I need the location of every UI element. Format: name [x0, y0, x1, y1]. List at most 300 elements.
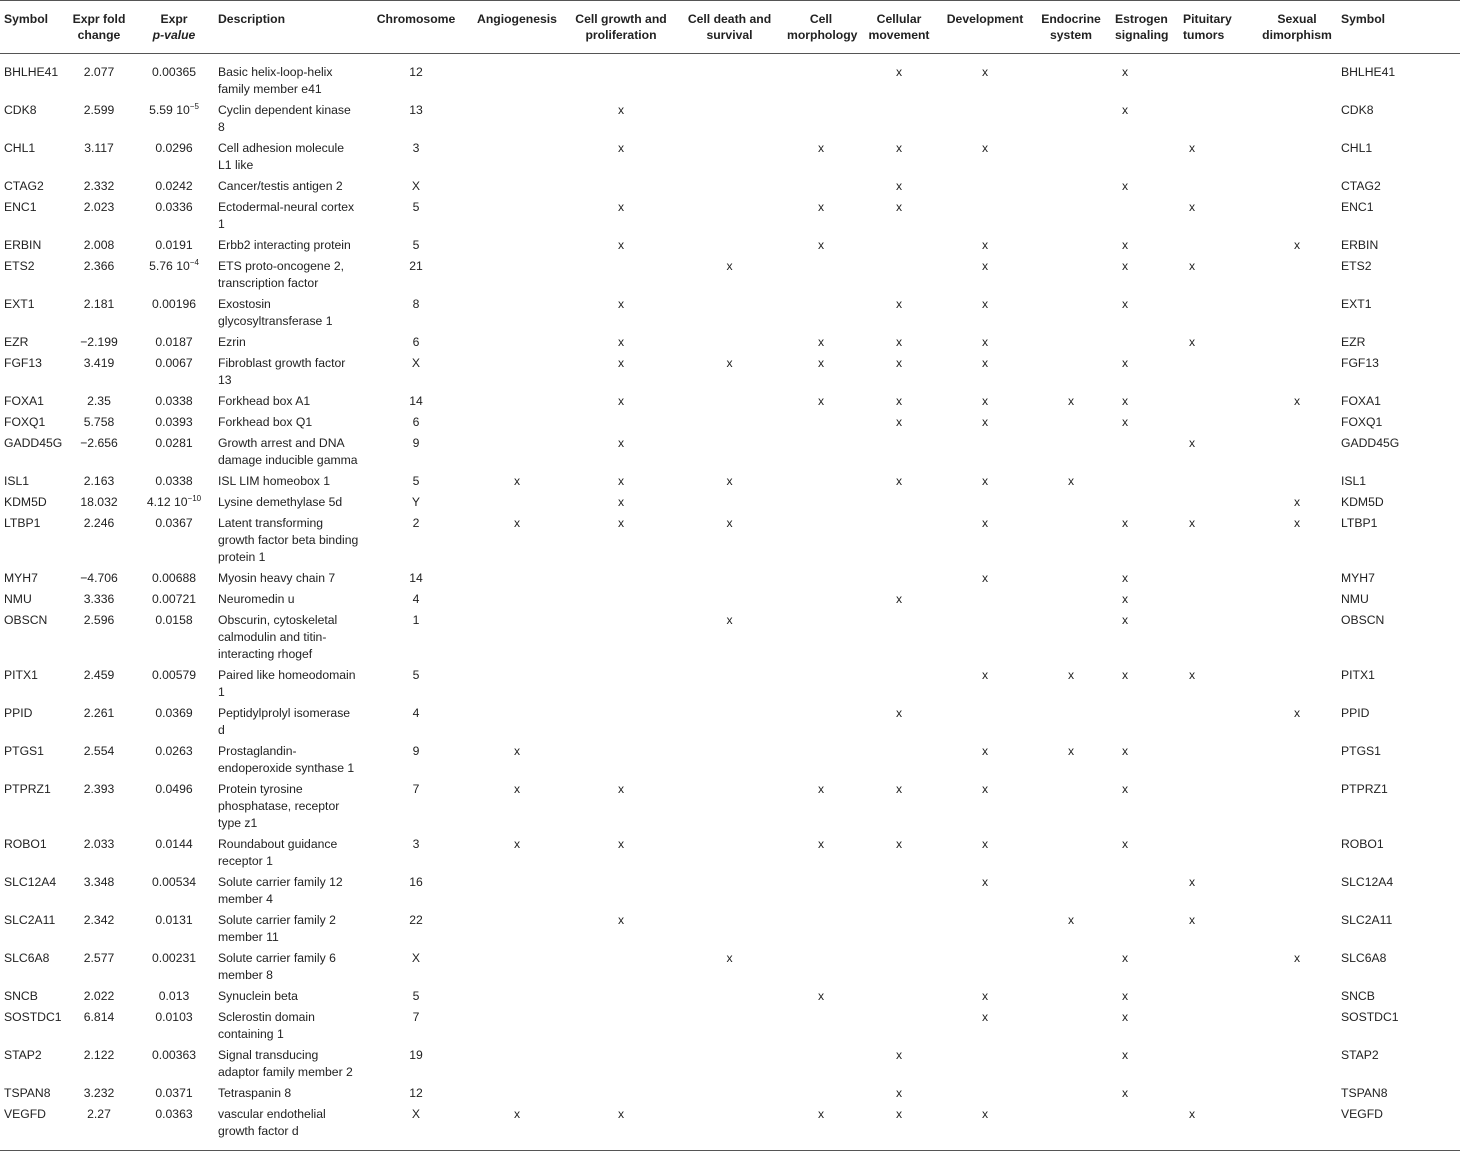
- mark-estrogen: x: [1122, 668, 1129, 682]
- gene-description: Prostaglandin-endoperoxide synthase 1: [218, 744, 355, 775]
- mark-pituitary: [1179, 176, 1257, 197]
- mark-endocrine: [1031, 1045, 1111, 1083]
- p-value-mantissa: 0.00721: [151, 592, 197, 606]
- gene-symbol: SLC6A8: [4, 951, 50, 965]
- mark-endocrine: [1031, 100, 1111, 138]
- mark-endocrine: [1031, 294, 1111, 332]
- mark-development: x: [981, 474, 989, 488]
- mark-cellular-movement: x: [895, 297, 903, 311]
- mark-cell-morphology: [783, 100, 859, 138]
- mark-endocrine: x: [1067, 394, 1075, 408]
- mark-cellular-movement: x: [895, 782, 903, 796]
- mark-cell-growth: x: [617, 297, 625, 311]
- mark-cellular-movement: x: [895, 474, 903, 488]
- mark-development: x: [981, 837, 989, 851]
- mark-development: x: [981, 516, 989, 530]
- mark-pituitary: [1179, 568, 1257, 589]
- gene-description: Fibroblast growth factor 13: [218, 356, 346, 387]
- col-header-description: Description: [214, 1, 364, 54]
- p-value: [134, 986, 214, 1007]
- p-value: [134, 568, 214, 589]
- gene-description: Basic helix-loop-helix family member e41: [218, 65, 333, 96]
- gene-symbol: NMU: [4, 592, 32, 606]
- gene-symbol: ISL1: [4, 474, 30, 488]
- mark-estrogen: x: [1122, 989, 1129, 1003]
- mark-estrogen: [1111, 471, 1179, 492]
- mark-pituitary: [1179, 741, 1257, 779]
- mark-pituitary: x: [1189, 200, 1196, 214]
- mark-cellular-movement: [859, 1007, 939, 1045]
- mark-angiogenesis: [468, 492, 566, 513]
- mark-estrogen: x: [1122, 103, 1129, 117]
- mark-development: x: [981, 782, 989, 796]
- mark-angiogenesis: [468, 138, 566, 176]
- mark-development: [939, 1083, 1031, 1104]
- chromosome: 7: [412, 782, 420, 796]
- chromosome: 4: [412, 592, 420, 606]
- mark-cell-growth: [566, 256, 676, 294]
- mark-sexual-dimorphism: [1257, 353, 1337, 391]
- mark-cell-growth: x: [617, 356, 625, 370]
- fold-change: 3.419: [83, 356, 115, 370]
- table-row: [0, 1045, 1460, 1083]
- mark-angiogenesis: [468, 176, 566, 197]
- table-row: [0, 492, 1460, 513]
- gene-symbol: PPID: [4, 706, 33, 720]
- mark-cell-morphology: [783, 433, 859, 471]
- mark-estrogen: [1111, 433, 1179, 471]
- table-row: [0, 1104, 1460, 1151]
- fold-change: 18.032: [80, 495, 118, 509]
- mark-cell-death: [676, 100, 783, 138]
- gene-description: vascular endothelial growth factor d: [214, 1104, 364, 1151]
- mark-cell-morphology: x: [817, 989, 825, 1003]
- fold-change: 2.163: [83, 474, 115, 488]
- mark-angiogenesis: [468, 948, 566, 986]
- chromosome: 22: [409, 913, 423, 927]
- mark-pituitary: x: [1189, 668, 1196, 682]
- mark-angiogenesis: [468, 391, 566, 412]
- gene-symbol-right: SLC6A8: [1341, 951, 1387, 965]
- mark-development: [939, 910, 1031, 948]
- mark-cell-morphology: x: [817, 356, 825, 370]
- mark-development: x: [981, 1010, 989, 1024]
- chromosome: 9: [412, 744, 420, 758]
- gene-description: Neuromedin u: [218, 592, 295, 606]
- mark-pituitary: x: [1189, 516, 1196, 530]
- fold-change: 2.261: [83, 706, 115, 720]
- mark-pituitary: [1179, 412, 1257, 433]
- mark-angiogenesis: x: [513, 782, 521, 796]
- mark-sexual-dimorphism: [1257, 176, 1337, 197]
- p-value-mantissa: 0.0158: [155, 613, 193, 627]
- mark-estrogen: x: [1122, 65, 1129, 79]
- fold-change: 2.077: [83, 65, 115, 79]
- mark-angiogenesis: [468, 703, 566, 741]
- gene-symbol-right: ISL1: [1341, 474, 1367, 488]
- mark-cell-death: x: [726, 516, 733, 530]
- p-value-mantissa: 5.76 10: [149, 259, 190, 273]
- mark-cell-death: [676, 1045, 783, 1083]
- mark-development: x: [981, 356, 989, 370]
- gene-description: Latent transforming growth factor beta binding protein 1: [218, 516, 359, 564]
- mark-cell-morphology: [783, 665, 859, 703]
- mark-angiogenesis: [468, 1083, 566, 1104]
- gene-symbol-right: LTBP1: [1341, 516, 1378, 530]
- p-value-mantissa: 0.00231: [151, 951, 197, 965]
- mark-cellular-movement: x: [895, 1048, 903, 1062]
- p-value: [134, 197, 214, 235]
- gene-description: Cancer/testis antigen 2: [218, 179, 343, 193]
- mark-angiogenesis: [468, 1007, 566, 1045]
- mark-angiogenesis: [468, 1045, 566, 1083]
- mark-development: x: [981, 238, 989, 252]
- mark-cell-growth: [566, 986, 676, 1007]
- gene-description: Erbb2 interacting protein: [218, 238, 351, 252]
- mark-angiogenesis: [468, 433, 566, 471]
- chromosome: 19: [409, 1048, 423, 1062]
- mark-development: [939, 197, 1031, 235]
- table-row: [0, 589, 1460, 610]
- mark-cell-growth: x: [617, 394, 625, 408]
- mark-sexual-dimorphism: x: [1293, 516, 1301, 530]
- mark-cell-morphology: x: [817, 141, 825, 155]
- gene-symbol: FOXQ1: [4, 415, 46, 429]
- mark-pituitary: x: [1189, 259, 1196, 273]
- mark-development: x: [981, 335, 989, 349]
- chromosome: 5: [412, 238, 420, 252]
- gene-description: Solute carrier family 6 member 8: [218, 951, 336, 982]
- mark-cell-death: [676, 235, 783, 256]
- chromosome: 8: [412, 297, 420, 311]
- mark-cell-death: x: [726, 356, 733, 370]
- mark-pituitary: [1179, 54, 1257, 101]
- chromosome: 6: [412, 335, 420, 349]
- p-value: [134, 1045, 214, 1083]
- mark-cell-death: [676, 1083, 783, 1104]
- mark-development: x: [981, 65, 989, 79]
- mark-development: [939, 703, 1031, 741]
- mark-development: x: [981, 875, 989, 889]
- mark-angiogenesis: x: [513, 516, 521, 530]
- fold-change: 2.342: [83, 913, 115, 927]
- gene-symbol-right: SLC2A11: [1341, 913, 1393, 927]
- mark-cell-growth: [566, 665, 676, 703]
- gene-description: Paired like homeodomain 1: [218, 668, 356, 699]
- mark-endocrine: [1031, 412, 1111, 433]
- p-value-mantissa: 5.59 10: [149, 103, 190, 117]
- mark-endocrine: [1031, 54, 1111, 101]
- mark-cell-growth: x: [617, 238, 625, 252]
- mark-cell-death: [676, 138, 783, 176]
- mark-endocrine: [1031, 986, 1111, 1007]
- chromosome: 9: [412, 436, 420, 450]
- gene-symbol: ROBO1: [4, 837, 47, 851]
- mark-development: [939, 948, 1031, 986]
- mark-cell-death: [676, 294, 783, 332]
- mark-angiogenesis: [468, 294, 566, 332]
- fold-change: −2.656: [80, 436, 118, 450]
- table-row: [0, 910, 1460, 948]
- chromosome: 14: [409, 571, 423, 585]
- col-header-fold-change: Expr fold change: [64, 1, 134, 54]
- mark-cellular-movement: [859, 948, 939, 986]
- gene-description: ETS proto-oncogene 2, transcription factor: [218, 259, 345, 290]
- fold-change: 3.348: [83, 875, 115, 889]
- table-row: [0, 741, 1460, 779]
- fold-change: 2.332: [83, 179, 115, 193]
- p-value: [134, 589, 214, 610]
- table-row: [0, 332, 1460, 353]
- col-header-cell-death: Cell death and survival: [676, 1, 783, 54]
- mark-angiogenesis: [468, 568, 566, 589]
- gene-symbol: ENC1: [4, 200, 37, 214]
- gene-symbol-right: STAP2: [1341, 1048, 1379, 1062]
- mark-cell-growth: [566, 1083, 676, 1104]
- mark-estrogen: [1111, 703, 1179, 741]
- gene-symbol-right: FOXQ1: [1341, 415, 1383, 429]
- mark-estrogen: x: [1122, 1048, 1129, 1062]
- gene-symbol-right: NMU: [1341, 592, 1369, 606]
- gene-symbol-right: CDK8: [1341, 103, 1374, 117]
- col-header-chromosome: Chromosome: [364, 1, 468, 54]
- table-row: [0, 1083, 1460, 1104]
- p-value-mantissa: 0.0363: [155, 1107, 193, 1121]
- p-value-mantissa: 4.12 10: [146, 495, 188, 509]
- fold-change: 2.393: [83, 782, 115, 796]
- mark-endocrine: x: [1067, 668, 1075, 682]
- p-value: [134, 235, 214, 256]
- p-value-mantissa: 0.0338: [155, 474, 193, 488]
- gene-symbol-right: FOXA1: [1341, 394, 1381, 408]
- mark-cell-growth: [566, 412, 676, 433]
- mark-cellular-movement: x: [895, 837, 903, 851]
- mark-cell-morphology: [783, 948, 859, 986]
- col-header-symbol: Symbol: [0, 1, 64, 54]
- mark-estrogen: x: [1122, 1010, 1129, 1024]
- mark-development: [939, 176, 1031, 197]
- col-header-endocrine: Endocrine system: [1031, 1, 1111, 54]
- chromosome: 5: [412, 474, 420, 488]
- mark-cell-growth: x: [617, 474, 625, 488]
- fold-change: −2.199: [80, 335, 118, 349]
- fold-change: 3.232: [83, 1086, 115, 1100]
- mark-endocrine: [1031, 948, 1111, 986]
- table-row: [0, 568, 1460, 589]
- mark-sexual-dimorphism: x: [1293, 706, 1301, 720]
- mark-cellular-movement: x: [895, 592, 903, 606]
- mark-cellular-movement: x: [895, 415, 903, 429]
- mark-angiogenesis: [468, 197, 566, 235]
- p-value: [134, 779, 214, 834]
- mark-estrogen: [1111, 197, 1179, 235]
- mark-endocrine: x: [1067, 913, 1075, 927]
- gene-symbol: MYH7: [4, 571, 38, 585]
- mark-pituitary: [1179, 391, 1257, 412]
- mark-cell-death: [676, 391, 783, 412]
- gene-symbol-right: KDM5D: [1341, 495, 1384, 509]
- fold-change: 2.366: [83, 259, 115, 273]
- p-value: [134, 138, 214, 176]
- mark-sexual-dimorphism: x: [1293, 238, 1301, 252]
- table-row: [0, 294, 1460, 332]
- mark-angiogenesis: [468, 610, 566, 665]
- table-row: [0, 433, 1460, 471]
- mark-endocrine: [1031, 197, 1111, 235]
- col-header-cellular-movement: Cellular movement: [859, 1, 939, 54]
- mark-cell-morphology: [783, 610, 859, 665]
- p-value-mantissa: 0.0144: [155, 837, 193, 851]
- mark-sexual-dimorphism: [1257, 589, 1337, 610]
- mark-pituitary: [1179, 492, 1257, 513]
- mark-sexual-dimorphism: [1257, 100, 1337, 138]
- p-value: [134, 353, 214, 391]
- header-row: [0, 1, 1460, 54]
- mark-endocrine: [1031, 353, 1111, 391]
- gene-symbol: PTPRZ1: [4, 782, 51, 796]
- mark-estrogen: x: [1122, 415, 1129, 429]
- table-row: [0, 513, 1460, 568]
- mark-cellular-movement: [859, 741, 939, 779]
- mark-cellular-movement: [859, 100, 939, 138]
- mark-cellular-movement: x: [895, 65, 903, 79]
- fold-change: 2.122: [83, 1048, 115, 1062]
- mark-estrogen: [1111, 872, 1179, 910]
- gene-symbol-right: EXT1: [1341, 297, 1372, 311]
- mark-estrogen: x: [1122, 744, 1129, 758]
- mark-development: x: [981, 259, 989, 273]
- mark-pituitary: [1179, 834, 1257, 872]
- mark-development: x: [981, 668, 989, 682]
- mark-cellular-movement: x: [895, 1086, 903, 1100]
- mark-development: x: [981, 989, 989, 1003]
- mark-cellular-movement: [859, 433, 939, 471]
- mark-cell-growth: x: [617, 837, 625, 851]
- mark-cell-growth: x: [617, 782, 625, 796]
- mark-development: [939, 492, 1031, 513]
- chromosome: 6: [412, 415, 420, 429]
- mark-development: x: [981, 744, 989, 758]
- mark-pituitary: [1179, 610, 1257, 665]
- p-value-mantissa: 0.00196: [151, 297, 197, 311]
- fold-change: 2.033: [83, 837, 115, 851]
- mark-cell-morphology: [783, 492, 859, 513]
- p-value: [134, 412, 214, 433]
- mark-cellular-movement: [859, 665, 939, 703]
- p-value: [134, 1007, 214, 1045]
- gene-symbol-right: ETS2: [1341, 259, 1372, 273]
- mark-development: x: [981, 297, 989, 311]
- mark-cellular-movement: x: [895, 179, 903, 193]
- p-value: [134, 492, 214, 513]
- mark-cell-death: [676, 910, 783, 948]
- fold-change: 2.599: [83, 103, 115, 117]
- gene-description: Cyclin dependent kinase 8: [218, 103, 351, 134]
- mark-cellular-movement: x: [895, 706, 903, 720]
- gene-symbol-right: EZR: [1341, 335, 1366, 349]
- gene-description: Ezrin: [218, 335, 246, 349]
- mark-cell-morphology: [783, 471, 859, 492]
- mark-sexual-dimorphism: [1257, 197, 1337, 235]
- p-value-mantissa: 0.00534: [151, 875, 197, 889]
- mark-pituitary: [1179, 235, 1257, 256]
- gene-symbol-right: PITX1: [1341, 668, 1375, 682]
- mark-endocrine: [1031, 872, 1111, 910]
- mark-cell-death: [676, 176, 783, 197]
- chromosome: 7: [412, 1010, 420, 1024]
- p-value-mantissa: 0.0338: [155, 394, 193, 408]
- mark-cellular-movement: [859, 568, 939, 589]
- table-header: [0, 1, 1460, 54]
- gene-symbol: SNCB: [4, 989, 38, 1003]
- gene-description: Forkhead box A1: [218, 394, 311, 408]
- table-body: [0, 54, 1460, 1151]
- mark-cell-morphology: [783, 256, 859, 294]
- mark-cell-death: [676, 703, 783, 741]
- mark-cell-growth: [566, 872, 676, 910]
- table-row: [0, 665, 1460, 703]
- chromosome: 14: [409, 394, 423, 408]
- mark-cell-death: [676, 492, 783, 513]
- p-value: [134, 741, 214, 779]
- mark-cell-morphology: [783, 294, 859, 332]
- mark-cell-morphology: x: [817, 837, 825, 851]
- mark-angiogenesis: [468, 54, 566, 101]
- p-value-mantissa: 0.00579: [151, 668, 197, 682]
- gene-description: Forkhead box Q1: [218, 415, 313, 429]
- chromosome: 16: [409, 875, 423, 889]
- p-value-mantissa: 0.0296: [155, 141, 193, 155]
- mark-cell-death: x: [726, 259, 733, 273]
- mark-cell-death: [676, 1104, 783, 1151]
- mark-cellular-movement: [859, 513, 939, 568]
- mark-cellular-movement: [859, 492, 939, 513]
- mark-pituitary: [1179, 589, 1257, 610]
- mark-cell-growth: [566, 610, 676, 665]
- p-value: [134, 294, 214, 332]
- mark-cell-growth: x: [617, 141, 625, 155]
- mark-estrogen: x: [1122, 613, 1129, 627]
- chromosome: X: [411, 951, 421, 965]
- table-row: [0, 353, 1460, 391]
- p-value-mantissa: 0.0187: [155, 335, 193, 349]
- mark-estrogen: x: [1122, 297, 1129, 311]
- chromosome: 13: [409, 103, 423, 117]
- mark-development: x: [981, 141, 989, 155]
- mark-cell-morphology: x: [817, 782, 825, 796]
- chromosome: 5: [412, 200, 420, 214]
- mark-development: [939, 433, 1031, 471]
- fold-change: 2.27: [64, 1104, 134, 1151]
- mark-sexual-dimorphism: [1257, 1083, 1337, 1104]
- mark-cell-morphology: [783, 910, 859, 948]
- chromosome: 2: [412, 516, 420, 530]
- gene-symbol-right: PTPRZ1: [1341, 782, 1388, 796]
- gene-symbol: KDM5D: [4, 495, 47, 509]
- mark-endocrine: [1031, 513, 1111, 568]
- gene-description: Peptidylprolyl isomerase d: [218, 706, 351, 737]
- mark-angiogenesis: [468, 412, 566, 433]
- mark-cell-death: [676, 412, 783, 433]
- mark-cell-morphology: x: [817, 238, 825, 252]
- p-value-mantissa: 0.0496: [155, 782, 193, 796]
- gene-symbol-right: ROBO1: [1341, 837, 1384, 851]
- fold-change: 2.181: [83, 297, 115, 311]
- mark-estrogen: x: [1122, 179, 1129, 193]
- col-header-angiogenesis: Angiogenesis: [468, 1, 566, 54]
- fold-change: −4.706: [80, 571, 118, 585]
- mark-estrogen: x: [1122, 592, 1129, 606]
